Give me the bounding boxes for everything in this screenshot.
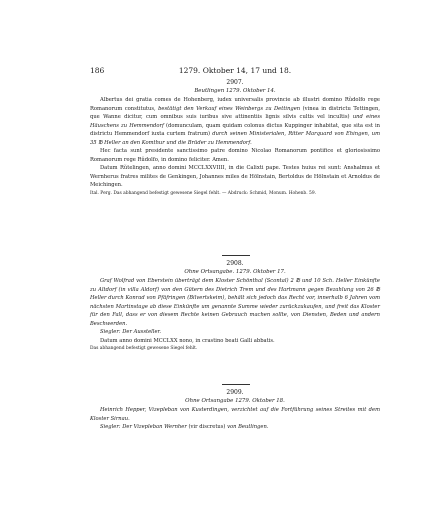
sealer-text: Siegler: Der Vizepleban Wernher [100, 424, 187, 430]
section-divider [222, 384, 250, 385]
charter-place-date: Ohne Ortsangabe 1279. Oktober 18. [185, 398, 285, 404]
charter-2909 [90, 388, 380, 432]
charter-regest: Graf Wolfrad von Eberstein überträgt dem Kloster Schönthal (Scontal) 2 ℔ und 10 Sch. Heller Einkünfte zu Altdorf (in villa Aldorf) von den Gütern des Dietrich Trem und des Hartmann gegen Bezahlung von 26 ℔ Heller durch Konrad von Pfäfringen (Bilvertskeim), behält sich jedoch das Recht vor, innerhalb 6 Jahren vom nächsten Martinstage ab diese Einkünfte um genannte Summe wieder zurückzukaufen, und freit das Kloster für den Fall, dass er von diesem Rechte keinen Gebrauch machen sollte, von Diensten, Beden und andern Beschwerden. [90, 278, 380, 327]
charter-text: Hec facta sunt presidente sanctissimo patre domino Nicolao Romanorum pontifice et gloriosissimo Romanorum rege Rŭdolfo, in domino feliciter. Amen. [90, 148, 380, 163]
sealer-text: von Beutlingen. [227, 424, 269, 430]
charter-2907 [90, 78, 380, 197]
charter-sealer [90, 423, 380, 432]
charter-place-date: Beutlingen 1279. Oktober 14. [194, 88, 276, 94]
charter-2908 [90, 259, 380, 352]
charter-regest: Heinrich Hepper, Vizepleban von Kusterdingen, verzichtet auf die Fortführung seines Streites mit dem Kloster Sirnau. [90, 407, 380, 422]
charter-dating: Datum anno domini MCCLXX nono, in crastino beati Galli abbatis. [100, 337, 275, 344]
charter-note: Das abhangend befestigt gewesene Siegel fehlt. [90, 346, 198, 351]
regest-text: bestätigt den Verkauf eines Weinbergs zu Dettingen [158, 105, 301, 112]
charter-number: 2907. [226, 79, 244, 86]
regest-text: durch seinen Ministerialen, Ritter Marquard von Ehingen, um 35 ℔ Heller an den Komthur und die Brüder zu Hemmendorf. [90, 131, 381, 146]
charter-number: 2909. [226, 389, 244, 396]
charter-note: Ital. Perg. Das abhangend befestigt gewesene Siegel fehlt. — Abdruck: Schmid, Monum. Hohenb. 59. [90, 190, 317, 196]
section-divider [222, 255, 250, 256]
charter-place-date: Ohne Ortsangabe. 1279. Oktober 17. [184, 269, 286, 275]
regest-text: und eines Häuschens zu Hemmendorf [90, 114, 380, 129]
charter-sealer: Siegler: Der Aussteller. [100, 329, 162, 335]
regest-text: (vinea in districtu Tettingen, que Wanne dicitur, cum omnibus suis iuribus sive attinentiis lignis silvis cultis vel incultis) [90, 105, 380, 120]
sealer-text: (vir discretus) [186, 424, 228, 430]
running-title: 1279. Oktober 14, 17 und 18. [178, 66, 292, 75]
page-number: 186 [90, 66, 105, 75]
regest-text: Albertus dei gratia comes de Hohenberg, iudex universalis provincie ab illustri domino Rŭdolfo rege Romanorum constitutus, [90, 97, 380, 112]
charter-regest [90, 96, 380, 147]
charter-number: 2908. [226, 260, 244, 267]
page-header [90, 66, 380, 78]
charter-dating: Datum Rŭtelingen, anno domini MCCLXXVIIII, in die Calixti pape. Testes huius rei sunt: Anshalmus et Wernherus fratres milites de Genkingen, Johannes miles de Hölnstain, Bertoldus de Hölnstain et Arnoldus de Meichingen. [90, 165, 380, 188]
regest-text: (domunculam, quam quidam colonus dictus Kuppinger inhabitat, que sita est in districtu Hemmendorf iuxta curtem fratrum) [90, 122, 380, 137]
